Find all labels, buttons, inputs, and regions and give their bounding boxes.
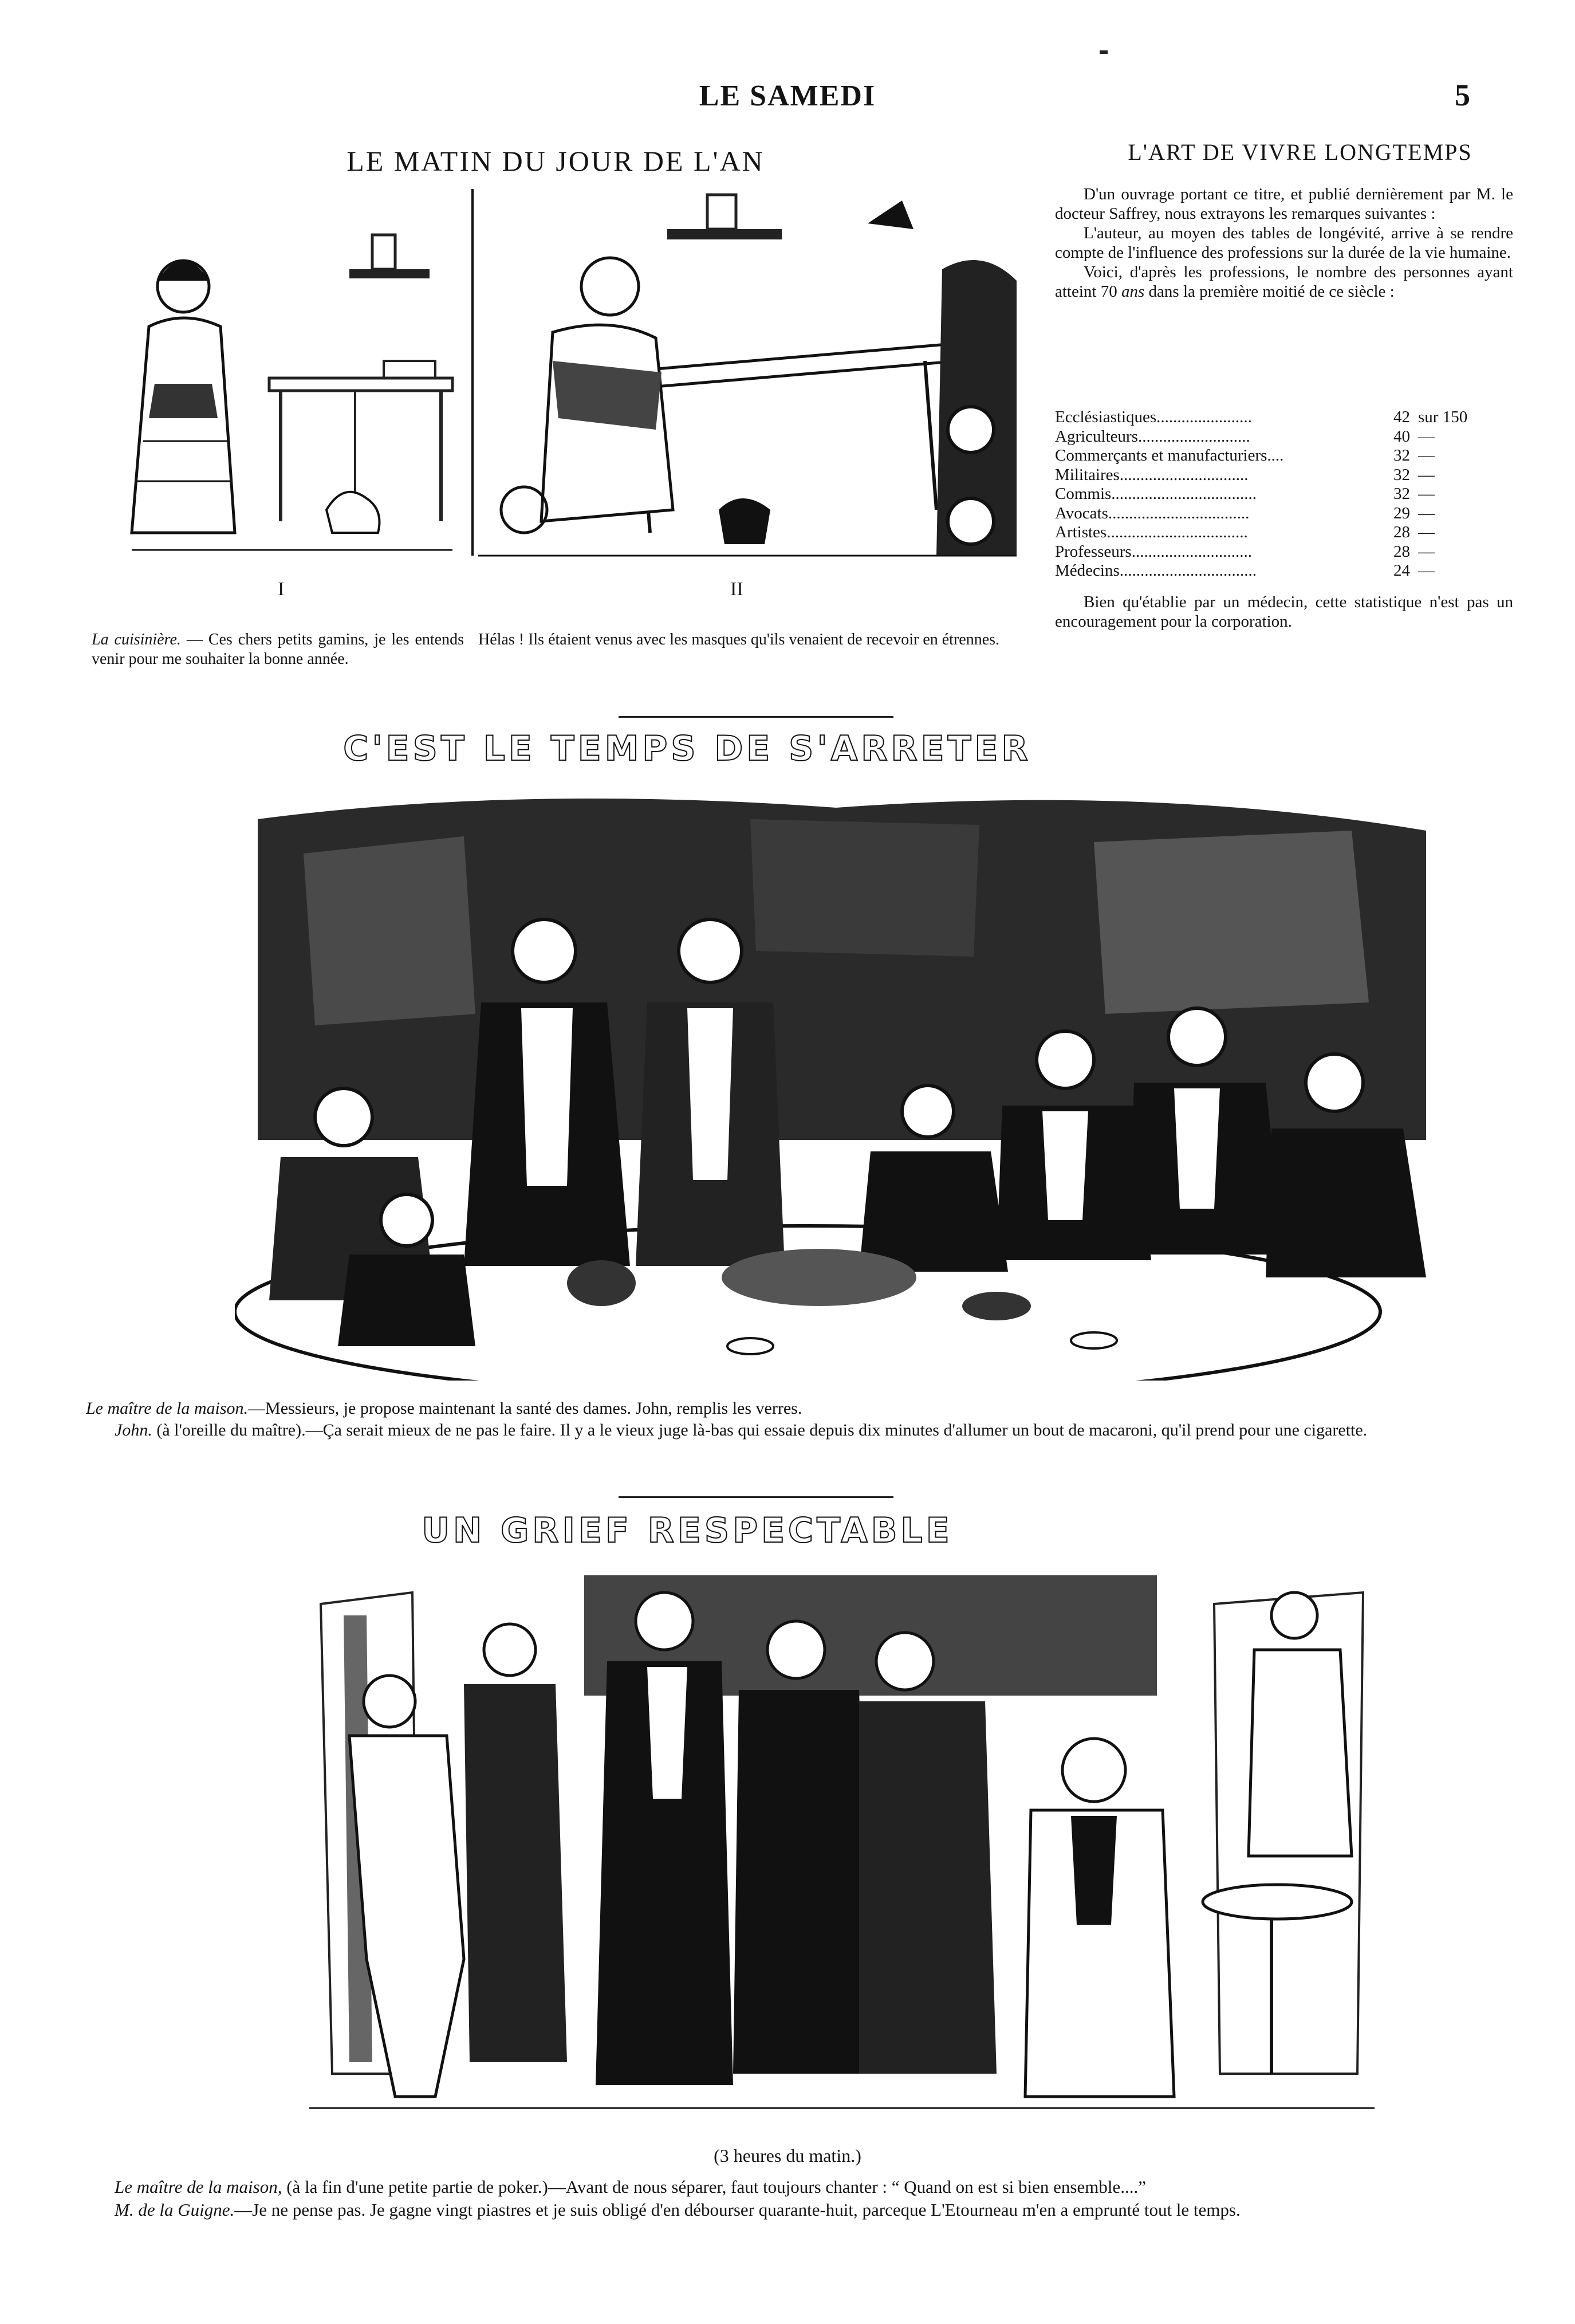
article-paragraph-3-emphasis: ans [1121, 282, 1145, 301]
stat-row [1055, 485, 1513, 504]
masthead: LE SAMEDI [699, 80, 876, 112]
section1-title: LE MATIN DU JOUR DE L'AN [346, 145, 765, 177]
section-divider [619, 1496, 893, 1498]
caption-time-note: (3 heures du matin.) [714, 2145, 861, 2166]
stat-label: Ecclésiastiques....................... [1055, 408, 1252, 426]
caption-panel-1-speaker: La cuisinière. [92, 631, 181, 648]
article-body [1055, 184, 1513, 301]
illustration-poker-party [298, 1558, 1386, 2137]
stat-value: 28 [1393, 542, 1410, 561]
stat-row [1055, 427, 1513, 447]
caption-banquet-text-1: —Messieurs, je propose maintenant la santé des dames. John, remplis les verres. [248, 1399, 802, 1418]
caption-panel-2: Hélas ! Ils étaient venus avec les masques qu'ils venaient de recevoir en étrennes. [478, 631, 1000, 648]
stat-suffix: — [1418, 561, 1435, 580]
illustration-panel-2 [467, 189, 1028, 567]
stat-value: 29 [1393, 504, 1410, 522]
stat-label: Professeurs............................. [1055, 542, 1252, 561]
stat-suffix: — [1418, 427, 1435, 446]
stat-label: Médecins................................. [1055, 561, 1257, 580]
stat-row [1055, 504, 1513, 524]
stat-value: 32 [1393, 465, 1410, 484]
panel-label-2: II [730, 579, 743, 600]
stat-suffix: — [1418, 504, 1435, 522]
stat-label: Commis................................... [1055, 485, 1257, 503]
caption-banquet-text-2: (à l'oreille du maître).—Ça serait mieux de ne pas le faire. Il y a le vieux juge là-bas qui essaie depuis dix minutes d'allumer un bout de macaroni, qu'il prend pour une cigarette. [152, 1421, 1368, 1440]
caption-poker-text-1: (à la fin d'une petite partie de poker.)—Avant de nous séparer, faut toujours chanter : “ Quand on est si bien ensemble....” [282, 2177, 1146, 2197]
article-paragraph-3 [1055, 262, 1513, 301]
profession-stats-table [1055, 408, 1513, 581]
caption-banquet [86, 1398, 1489, 1441]
caption-banquet-line-2 [86, 1419, 1489, 1441]
caption-poker-line-1 [86, 2176, 1518, 2199]
stat-label: Artistes.................................. [1055, 523, 1248, 541]
stat-suffix: — [1418, 523, 1435, 541]
article-paragraph-3-part-a: Voici, d'après les professions, le nombre des personnes ayant atteint 70 [1055, 263, 1513, 301]
page-number: 5 [1455, 78, 1470, 112]
caption-panel-1-text: — Ces chers petits gamins, je les entends venir pour me souhaiter la bonne année. [92, 631, 464, 668]
caption-banquet-speaker-1: Le maître de la maison. [86, 1399, 249, 1418]
stat-value: 32 [1393, 485, 1410, 503]
stat-row [1055, 446, 1513, 466]
stat-row [1055, 523, 1513, 542]
stat-label: Militaires............................... [1055, 465, 1249, 484]
article-paragraph-3-part-b: dans la première moitié de ce siècle : [1144, 282, 1395, 301]
article-closing: Bien qu'établie par un médecin, cette statistique n'est pas un encouragement pour la corporation. [1055, 593, 1513, 631]
stat-row [1055, 561, 1513, 581]
panel-label-1: I [278, 579, 285, 600]
caption-poker-speaker-2: M. de la Guigne. [115, 2200, 235, 2220]
caption-banquet-line-1 [86, 1398, 1489, 1419]
stat-suffix: — [1418, 446, 1435, 465]
caption-panel-1 [92, 630, 464, 669]
stat-row [1055, 542, 1513, 562]
stat-suffix: — [1418, 485, 1435, 503]
stat-label: Avocats.................................. [1055, 504, 1250, 522]
stat-label: Agriculteurs........................... [1055, 427, 1250, 446]
print-mark [1100, 50, 1108, 54]
illustration-panel-1 [97, 212, 464, 567]
stat-row [1055, 408, 1513, 427]
section3-title: UN GRIEF RESPECTABLE [422, 1511, 953, 1551]
stat-row [1055, 466, 1513, 485]
section-divider [619, 716, 893, 718]
stat-suffix: sur 150 [1418, 408, 1468, 426]
stat-suffix: — [1418, 542, 1435, 561]
stat-value: 42 [1393, 408, 1410, 426]
caption-poker-line-2 [86, 2199, 1518, 2221]
caption-poker [86, 2176, 1518, 2221]
stat-value: 24 [1393, 561, 1410, 580]
illustration-banquet [235, 785, 1443, 1381]
stat-label: Commerçants et manufacturiers.... [1055, 446, 1284, 465]
section2-title: C'EST LE TEMPS DE S'ARRETER [343, 729, 1031, 769]
caption-poker-speaker-1: Le maître de la maison, [115, 2177, 282, 2197]
caption-banquet-speaker-2: John. [115, 1421, 152, 1440]
stat-value: 32 [1393, 446, 1410, 465]
stat-suffix: — [1418, 465, 1435, 484]
article-paragraph-2: L'auteur, au moyen des tables de longévité, arrive à se rendre compte de l'influence des professions sur la durée de la vie humaine. [1055, 224, 1513, 262]
caption-poker-text-2: —Je ne pense pas. Je gagne vingt piastres et je suis obligé d'en débourser quarante-huit, parceque L'Etourneau m'en a emprunté tout le temps. [234, 2200, 1241, 2220]
stat-value: 40 [1393, 427, 1410, 446]
article-paragraph-1: D'un ouvrage portant ce titre, et publié dernièrement par M. le docteur Saffrey, nous extrayons les remarques suivantes : [1055, 185, 1513, 223]
article-title: L'ART DE VIVRE LONGTEMPS [1128, 139, 1472, 165]
stat-value: 28 [1393, 523, 1410, 541]
